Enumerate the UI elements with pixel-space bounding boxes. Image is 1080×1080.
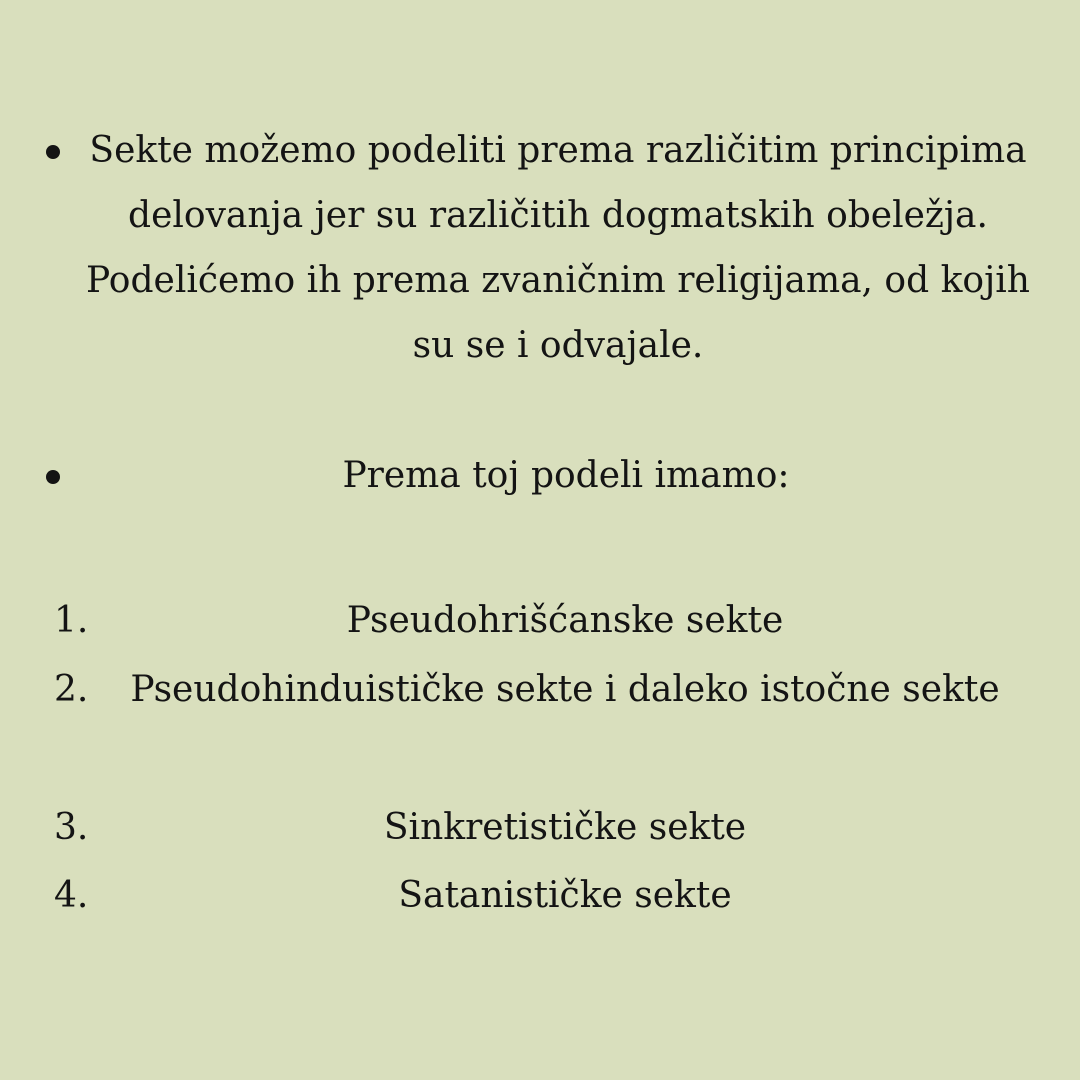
list-item-text: Satanističke sekte	[398, 875, 732, 916]
list-number: 2.	[54, 669, 89, 710]
list-number: 4.	[54, 875, 89, 916]
list-number: 3.	[54, 807, 89, 848]
list-item-text: Pseudohinduističke sekte i daleko istočne sekte	[130, 669, 1000, 710]
bullet-dot-icon	[46, 470, 60, 484]
bullet-dot-icon	[46, 145, 60, 159]
bullet-text: Sekte možemo podeliti prema različitim principima delovanja jer su različitih dogmatskih obeležja. Podelićemo ih prema zvaničnim religijama, od kojih su se i odvajale.	[86, 130, 1030, 366]
bullet-text: Prema toj podeli imamo:	[342, 455, 790, 496]
list-item-text: Pseudohrišćanske sekte	[346, 600, 784, 641]
list-number: 1.	[54, 600, 89, 641]
list-item-text: Sinkretističke sekte	[383, 807, 747, 848]
